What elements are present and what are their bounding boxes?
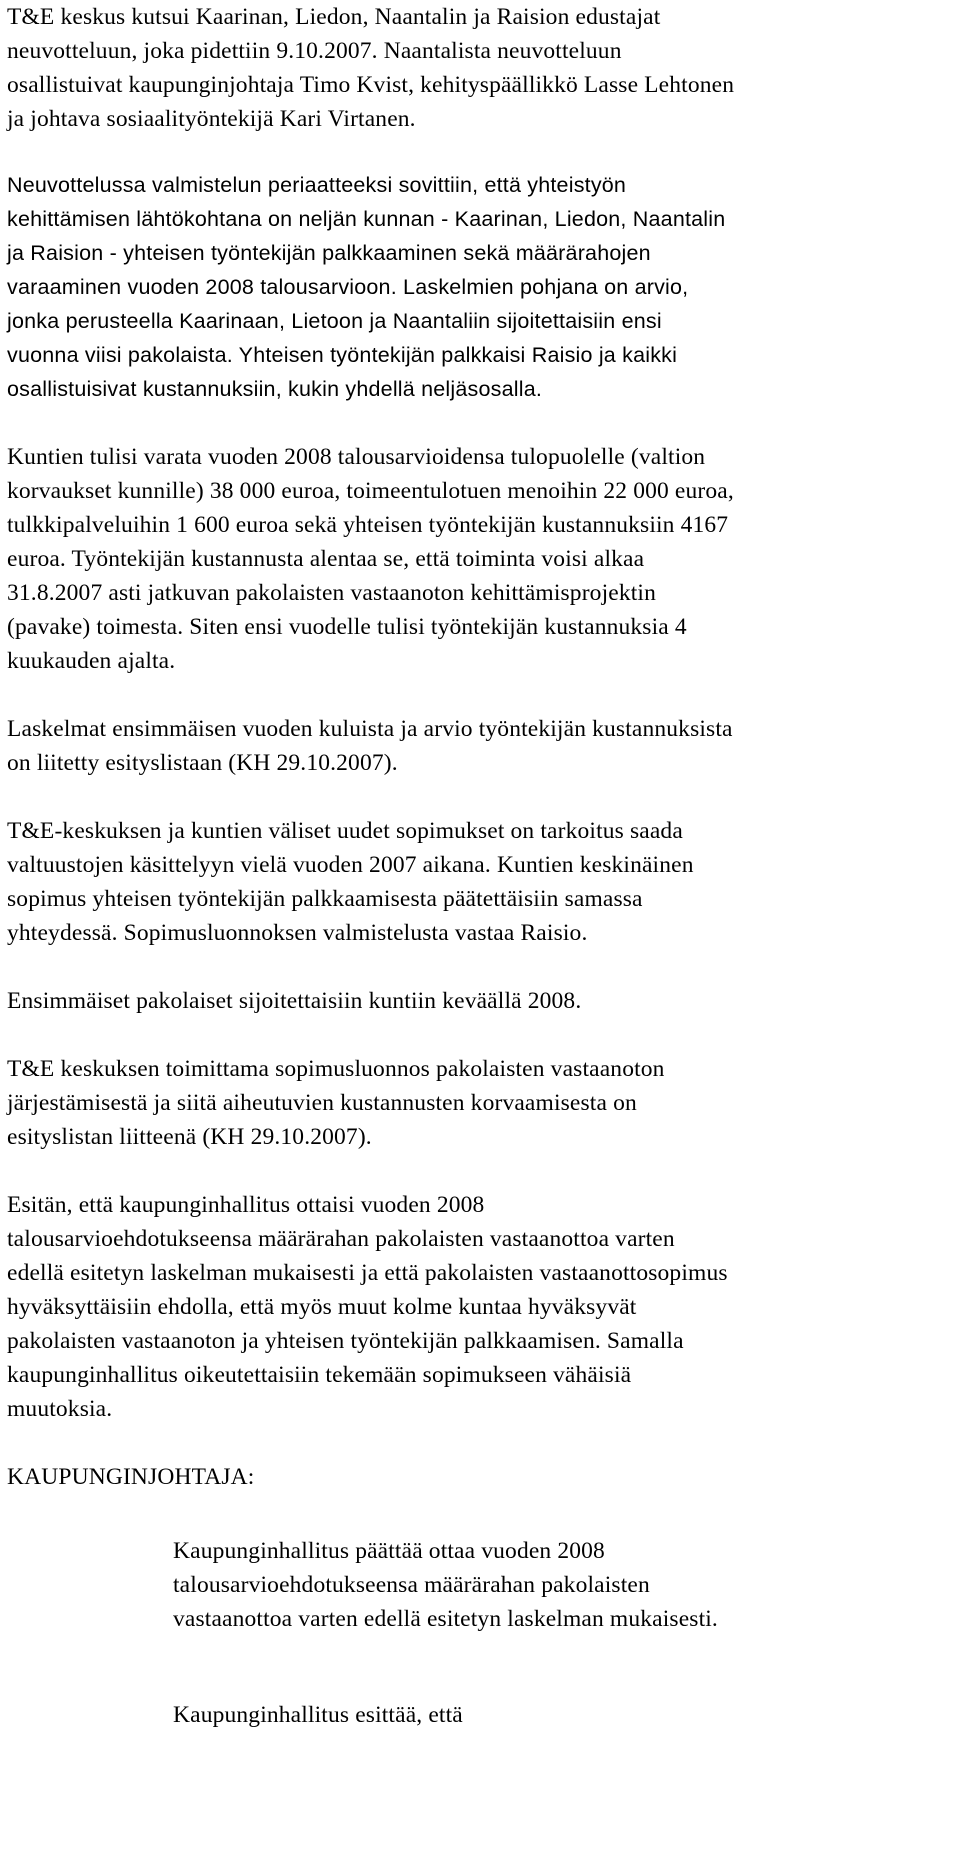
text-line: talousarvioehdotukseensa määrärahan pakolaisten [173,1572,650,1598]
paragraph-budget-reservations [0,440,947,678]
text-line: jonka perusteella Kaarinaan, Lietoon ja Naantaliin sijoitettaisiin ensi [7,309,662,333]
text-line: vastaanottoa varten edellä esitetyn laskelman mukaisesti. [173,1606,718,1632]
text-line: pakolaisten vastaanoton ja yhteisen työntekijän palkkaamisen. Samalla [7,1328,684,1354]
section-heading-mayor [0,1460,947,1494]
text-line: ja Raision - yhteisen työntekijän palkkaaminen sekä määrärahojen [7,241,651,265]
text-line: yhteydessä. Sopimusluonnoksen valmistelusta vastaa Raisio. [7,920,588,946]
paragraph-draft-agreement [0,1052,947,1154]
paragraph-agreements [0,814,947,950]
text-line: osallistuivat kaupunginjohtaja Timo Kvist, kehityspäällikkö Lasse Lehtonen [7,72,735,98]
text-line: Kuntien tulisi varata vuoden 2008 talousarvioidensa tulopuolelle (valtion [7,444,706,470]
text-line: on liitetty esityslistaan (KH 29.10.2007). [7,750,398,776]
heading-mayor: KAUPUNGINJOHTAJA: [7,1464,255,1490]
text-line: euroa. Työntekijän kustannusta alentaa se, että toiminta voisi alkaa [7,546,645,572]
text-line: neuvotteluun, joka pidettiin 9.10.2007. Naantalista neuvotteluun [7,38,622,64]
text-line: kaupunginhallitus oikeutettaisiin tekemään sopimukseen vähäisiä [7,1362,632,1388]
text-line: varaaminen vuoden 2008 talousarvioon. Laskelmien pohjana on arvio, [7,275,689,299]
text-line: Ensimmäiset pakolaiset sijoitettaisiin kuntiin keväällä 2008. [7,988,582,1014]
text-line: korvaukset kunnille) 38 000 euroa, toimeentulotuen menoihin 22 000 euroa, [7,478,734,504]
text-line: Kaupunginhallitus päättää ottaa vuoden 2008 [173,1538,605,1564]
text-line: kuukauden ajalta. [7,648,176,674]
text-line: sopimus yhteisen työntekijän palkkaamisesta päätettäisiin samassa [7,886,643,912]
text-line: T&E keskus kutsui Kaarinan, Liedon, Naantalin ja Raision edustajat [7,4,661,30]
text-line: T&E-keskuksen ja kuntien väliset uudet sopimukset on tarkoitus saada [7,818,683,844]
paragraph-first-refugees [0,984,947,1018]
text-line: edellä esitetyn laskelman mukaisesti ja että pakolaisten vastaanottosopimus [7,1260,728,1286]
text-line: Neuvottelussa valmistelun periaatteeksi sovittiin, että yhteistyön [7,173,627,197]
paragraph-decision-continued [0,1698,960,1732]
text-line: Laskelmat ensimmäisen vuoden kuluista ja arvio työntekijän kustannuksista [7,716,733,742]
text-line: ja johtava sosiaalityöntekijä Kari Virtanen. [7,106,416,132]
text-line: Kaupunginhallitus esittää, että [173,1702,463,1728]
text-line: 31.8.2007 asti jatkuvan pakolaisten vastaanoton kehittämisprojektin [7,580,656,606]
text-line: Esitän, että kaupunginhallitus ottaisi vuoden 2008 [7,1192,485,1218]
paragraph-calculations-attachment [0,712,947,780]
text-line: hyväksyttäisiin ehdolla, että myös muut kolme kuntaa hyväksyvät [7,1294,637,1320]
text-line: osallistuisivat kustannuksiin, kukin yhdellä neljäsosalla. [7,377,543,401]
text-line: valtuustojen käsittelyyn vielä vuoden 2007 aikana. Kuntien keskinäinen [7,852,694,878]
text-line: talousarvioehdotukseensa määrärahan pakolaisten vastaanottoa varten [7,1226,675,1252]
paragraph-preparation-principle [0,168,947,406]
text-line: muutoksia. [7,1396,113,1422]
paragraph-proposal [0,1188,947,1426]
text-line: esityslistan liitteenä (KH 29.10.2007). [7,1124,372,1150]
paragraph-decision [0,1534,960,1636]
text-line: tulkkipalveluihin 1 600 euroa sekä yhteisen työntekijän kustannuksiin 4167 [7,512,729,538]
text-line: T&E keskuksen toimittama sopimusluonnos pakolaisten vastaanoton [7,1056,665,1082]
text-line: kehittämisen lähtökohtana on neljän kunnan - Kaarinan, Liedon, Naantalin [7,207,726,231]
text-line: vuonna viisi pakolaista. Yhteisen työntekijän palkkaisi Raisio ja kaikki [7,343,678,367]
text-line: järjestämisestä ja siitä aiheutuvien kustannusten korvaamisesta on [7,1090,637,1116]
paragraph-meeting-invitation [0,0,947,136]
text-line: (pavake) toimesta. Siten ensi vuodelle tulisi työntekijän kustannuksia 4 [7,614,687,640]
